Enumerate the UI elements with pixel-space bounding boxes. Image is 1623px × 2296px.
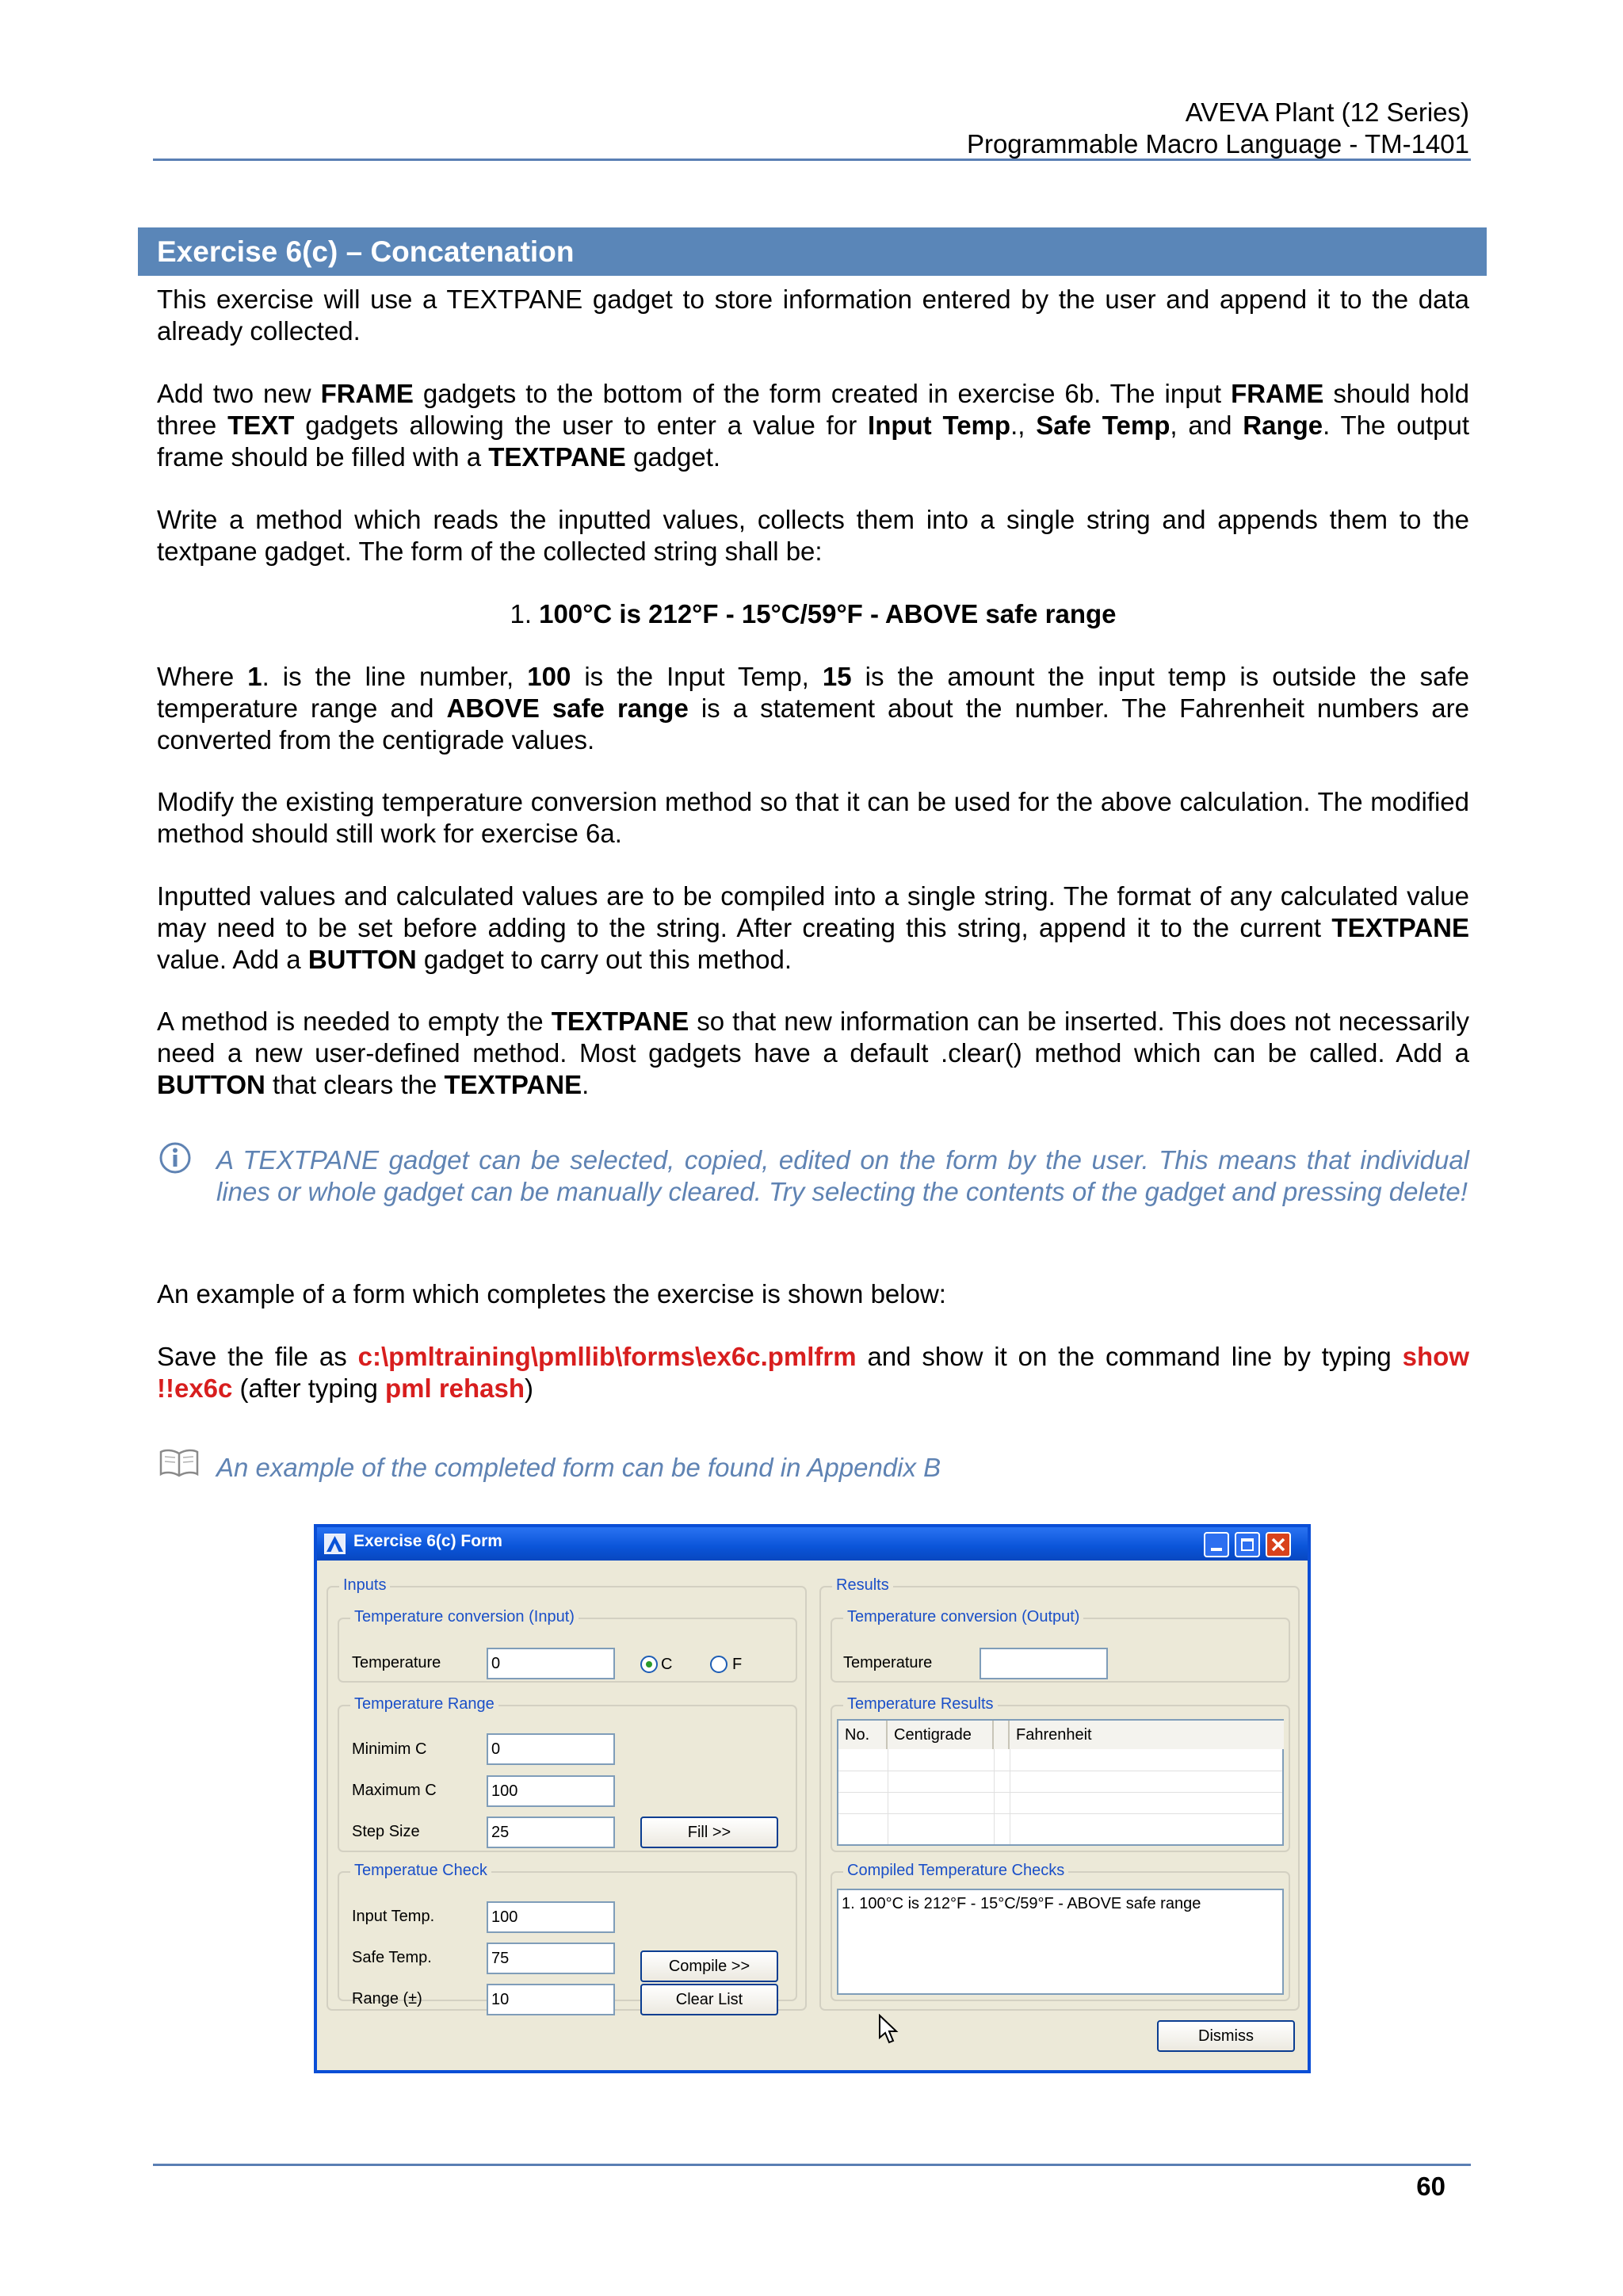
radio-fahrenheit-label: F (732, 1656, 743, 1673)
temp-results-label: Temperature Results (843, 1695, 998, 1713)
info-icon (158, 1141, 192, 1175)
minimize-button[interactable] (1204, 1532, 1229, 1557)
form-window (314, 1524, 1311, 2073)
safe-temp-input[interactable]: 75 (487, 1943, 615, 1974)
compile-button[interactable]: Compile >> (640, 1950, 778, 1982)
footer-divider (153, 2164, 1471, 2166)
rehash-command: pml rehash (384, 1373, 525, 1403)
temp-range-label: Temperature Range (350, 1695, 498, 1713)
maximize-button[interactable] (1235, 1532, 1260, 1557)
paragraph-where: Where 1. is the line number, 100 is the Input Temp, 15 is the amount the input temp is outside the safe temperature range and ABOVE safe range is a statement about the number. The Fahrenheit numbers are converted from the centigrade values. (157, 662, 1470, 755)
col-header-fahrenheit[interactable]: Fahrenheit (1010, 1721, 1284, 1749)
safe-temp-label: Safe Temp. (352, 1949, 432, 1966)
window-title: Exercise 6(c) Form (353, 1532, 502, 1550)
minimize-icon (1211, 1548, 1222, 1551)
results-frame-label: Results (832, 1576, 893, 1595)
radio-fahrenheit[interactable] (710, 1656, 727, 1673)
results-table[interactable] (837, 1719, 1284, 1846)
header-course: Programmable Macro Language - TM-1401 (966, 129, 1469, 159)
step-size-input[interactable]: 25 (487, 1817, 615, 1848)
clear-list-button[interactable]: Clear List (640, 1984, 778, 2015)
page-number: 60 (1416, 2172, 1445, 2201)
maximum-label: Maximum C (352, 1782, 437, 1799)
example-string: 1. 100°C is 212°F - 15°C/59°F - ABOVE safe range (510, 599, 1117, 628)
results-frame (819, 1576, 1300, 2011)
paragraph-intro: This exercise will use a TEXTPANE gadget to store information entered by the user and append it to the data already collected. (157, 285, 1469, 346)
radio-celsius[interactable] (640, 1656, 658, 1673)
paragraph-frames: Add two new FRAME gadgets to the bottom of the form created in exercise 6b. The input FRAME should hold three TEXT gadgets allowing the user to enter a value for Input Temp., Safe Temp, and Range. The output frame should be filled with a TEXTPANE gadget. (157, 379, 1469, 472)
step-size-label: Step Size (352, 1823, 420, 1840)
close-button[interactable] (1266, 1532, 1291, 1557)
range-input[interactable]: 10 (487, 1984, 615, 2015)
minimum-label: Minimim C (352, 1740, 427, 1758)
radio-selected-icon (646, 1661, 652, 1668)
window-titlebar[interactable] (317, 1527, 1308, 1561)
table-row (838, 1813, 1282, 1814)
header-divider (153, 159, 1471, 161)
paragraph-method: Write a method which reads the inputted values, collects them into a single string and appends them to the textpane gadget. The form of the collected string shall be: (157, 505, 1469, 566)
maximize-icon (1241, 1538, 1254, 1551)
note-appendix: An example of the completed form can be found in Appendix B (216, 1453, 941, 1482)
paragraph-example: An example of a form which completes the exercise is shown below: (157, 1279, 946, 1308)
temperature-output-field[interactable] (980, 1648, 1108, 1679)
table-row (838, 1792, 1282, 1793)
dismiss-button[interactable]: Dismiss (1157, 2020, 1295, 2052)
book-icon (158, 1447, 200, 1479)
compiled-line: 1. 100°C is 212°F - 15°C/59°F - ABOVE safe range (842, 1895, 1201, 1912)
input-temp-input[interactable]: 100 (487, 1901, 615, 1933)
inputs-frame (327, 1576, 807, 2011)
col-header-no[interactable]: No. (838, 1721, 888, 1749)
col-header-centigrade[interactable]: Centigrade (888, 1721, 994, 1749)
table-column-line (994, 1749, 995, 1844)
inputs-frame-label: Inputs (339, 1576, 390, 1595)
document-header (967, 97, 1469, 160)
exercise-title: Exercise 6(c) – Concatenation (138, 227, 1487, 276)
paragraph-modify: Modify the existing temperature conversion method so that it can be used for the above calculation. The modified method should still work for exercise 6a. (157, 787, 1469, 848)
range-label: Range (±) (352, 1990, 422, 2008)
temp-conversion-input-label: Temperature conversion (Input) (350, 1608, 579, 1626)
temperature-input[interactable]: 0 (487, 1648, 615, 1679)
temp-conversion-output-label: Temperature conversion (Output) (843, 1608, 1083, 1626)
temp-check-label: Temperatue Check (350, 1862, 491, 1880)
close-icon (1267, 1534, 1289, 1556)
fill-button[interactable]: Fill >> (640, 1817, 778, 1848)
aveva-app-icon (324, 1534, 346, 1554)
paragraph-compile: Inputted values and calculated values are to be compiled into a single string. The format of any calculated value may need to be set before adding to the string. After creating this string, append it to the current TEXTPANE value. Add a BUTTON gadget to carry out this method. (157, 881, 1469, 974)
show-command: show !!ex6c (157, 1342, 1469, 1403)
input-temp-label: Input Temp. (352, 1908, 435, 1925)
temperature-out-label: Temperature (843, 1654, 933, 1671)
file-path: c:\pmltraining\pmllib\forms\ex6c.pmlfrm (357, 1342, 857, 1371)
paragraph-clear: A method is needed to empty the TEXTPANE so that new information can be inserted. This does not necessarily need a new user-defined method. Most gadgets have a default .clear() method which can be called. Add a BUTTON that clears the TEXTPANE. (157, 1007, 1469, 1099)
temperature-label: Temperature (352, 1654, 441, 1671)
mouse-cursor-icon (878, 2014, 899, 2046)
compiled-checks-label: Compiled Temperature Checks (843, 1862, 1068, 1880)
paragraph-save: Save the file as c:\pmltraining\pmllib\forms\ex6c.pmlfrm and show it on the command line by typing show !!ex6c (after typing pml rehash) (157, 1342, 1469, 1403)
header-product: AVEVA Plant (12 Series) (1185, 97, 1469, 127)
minimum-input[interactable]: 0 (487, 1733, 615, 1765)
radio-celsius-label: C (661, 1656, 673, 1673)
compiled-textpane[interactable] (837, 1889, 1284, 1995)
maximum-input[interactable]: 100 (487, 1775, 615, 1807)
note-textpane: A TEXTPANE gadget can be selected, copied, edited on the form by the user. This means that individual lines or whole gadget can be manually cleared. Try selecting the contents of the gadget and pressing delete! (216, 1145, 1469, 1206)
col-separator (994, 1721, 1010, 1749)
